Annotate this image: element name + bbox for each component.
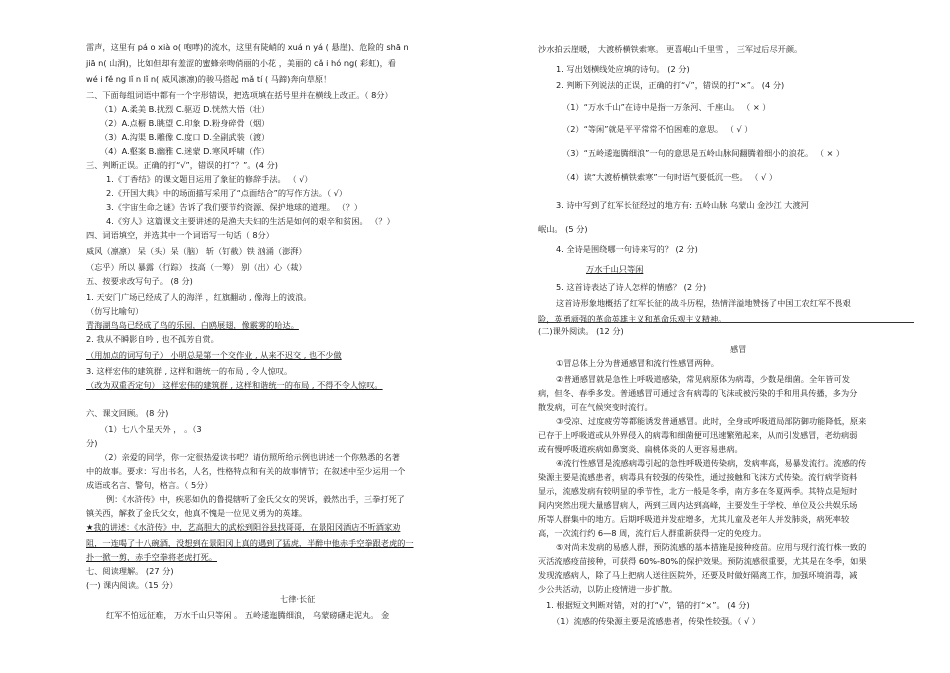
left-line: 五、按要求改写句子。 (8 分) (86, 276, 193, 286)
left-line: 七、阅读理解。 (27 分) (86, 566, 174, 576)
left-line: 中的故事。要求：写出书名，人名，性格特点和有关的故事情节；在叙述中至少运用一个 (86, 466, 406, 476)
right-line: 间内突然出现大量感冒病人，两到三周内达到高峰，主要发生于学校、单位及公共娱乐场 (538, 500, 858, 510)
right-line: 1. 写出划横线处应填的诗句。 (2 分) (556, 64, 690, 74)
left-line: 雷声，这里有 pá o xià o( 咆哮)的流水，这里有陡峭的 xuá n yá ( 悬崖)、危险的 shā n (86, 42, 409, 52)
left-line: （3）A.沟渠 B.雕像 C.度口 D.全副武装（渡） (100, 132, 270, 142)
right-line: 沙水拍云崖暖， 大渡桥横铁索寒。 更喜岷山千里雪 ， 三军过后尽开颜。 (538, 44, 803, 54)
right-line: ④流行性感冒是流感病毒引起的急性呼吸道传染病，发病率高，易暴发流行。流感的传 (556, 458, 867, 468)
left-line: 七律·长征 (280, 594, 316, 604)
left-line: ★我的讲述：《水浒传》中，艺高胆大的武松到阳谷县找哥哥，在景阳冈酒店不听酒家劝 (86, 522, 401, 532)
right-line: 所等人群集中的地方。后期呼吸道并发症增多，尤其儿童及老年人并发肺炎，病死率较 (538, 514, 850, 524)
right-line: 1. 根据短文判断对错，对的打“√”，错的打“×”。 (4 分) (546, 600, 750, 610)
left-line: （仿写比喻句） (86, 306, 144, 316)
left-line: 红军不怕远征难， 万水千山只等闲 。 五岭逶迤腾细浪， 乌蒙磅礴走泥丸。 金 (106, 610, 390, 620)
right-line: （1）“万水千山”在诗中是指一万条河、千座山。 （ × ） (562, 102, 771, 112)
right-line: （3）“五岭逶迤腾细浪”一句的意思是五岭山脉间翻腾着细小的浪花。 （ × ） (562, 148, 845, 158)
left-line: （忘乎）所以 暴露（行踪） 技高（一筹） 别（出）心（裁） (86, 262, 307, 272)
left-line: 三、判断正误。正确的打“√”，错误的打“？”。(4 分) (86, 160, 278, 170)
left-line: 1.《丁香结》的课文题目运用了象征的修辞手法。 （ √） (106, 174, 313, 184)
left-line: （改为双重否定句） 这样宏伟的建筑群 , 这样和谐统一的布局 , 不得不令人惊叹。 (86, 380, 383, 390)
left-line: 扑一掀一剪，赤手空拳将老虎打死。 (86, 552, 218, 562)
left-line: （用加点的词写句子） 小明总是第一个交作业 , 从来不迟交 , 也不少做 (86, 350, 342, 360)
right-line: 或有慢呼吸道疾病如鼻窦炎、扁桃体炎的人更容易患病。 (538, 444, 743, 454)
left-line: 例：《水浒传》中，疾恶如仇的鲁提辖听了金氏父女的哭诉，毅然出手，三拳打死了 (106, 494, 405, 504)
left-line: (一) 课内阅读。（15 分） (86, 580, 178, 590)
right-line: 5. 这首诗表达了诗人怎样的情感？ (2 分) (556, 282, 707, 292)
right-line: 染源主要是流感患者，病毒具有较强的传染性，通过接触和飞沫方式传染。流行病学资料 (538, 472, 858, 482)
right-line: 险，英勇顽强的革命英雄主义和革命乐观主义精神。 (538, 314, 727, 324)
right-line: 灭活流感疫苗接种，可获得 60%-80%的保护效果。预防流感很重要，尤其是在冬季，如果 (538, 556, 867, 566)
right-line: ⑤对尚未发病的易感人群，预防流感的基本措施是接种疫苗。应用与现行流行株一致的 (556, 542, 867, 552)
right-line: 少公共活动，以防止疫情进一步扩散。 (538, 584, 678, 594)
left-line: 3. 这样宏伟的建筑群 , 这样和谐统一的布局 , 令人惊叹。 (86, 366, 293, 376)
right-line: ②普通感冒就是急性上呼吸道感染，常见病原体为病毒，少数是细菌。全年皆可发 (556, 374, 850, 384)
right-line: ①冒总体上分为普通感冒和流行性感冒两种。 (556, 358, 719, 368)
right-line: 4. 全诗是围绕哪一句诗来写的？ (2 分) (556, 244, 698, 254)
left-line: 阻，一连喝了十八碗酒，没想到在景阳冈上真的遇到了猛虎，半醉中他赤手空拳跟老虎的一 (86, 538, 414, 548)
left-line: （1）七八个星天外 ， 。（3 (100, 424, 202, 434)
left-line: （1）A.柔美 B.扰烈 C.驱迈 D.恍然大悟（壮） (100, 104, 270, 114)
left-line: 镇关西，解救了金氏父女，他真不愧是一位见义勇为的英雄。 (86, 508, 308, 518)
left-line: 六、课文回顾。 (8 分) (86, 408, 169, 418)
right-line: 发现流感病人，除了马上把病人送往医院外，还要及时做好隔离工作，加强环境消毒，减 (538, 570, 858, 580)
right-line: 2. 判断下列说法的正误，正确的打“√”，错误的打“×”。 (4 分) (556, 80, 785, 90)
right-line: （2）“等闲”就是平平常常不怕困难的意思。 （ √ ） (562, 124, 753, 134)
right-line: 高，一次流行约 6—8 周，流行后人群重新获得一定的免疫力。 (538, 528, 767, 538)
left-line: 成语或名言、警句，格言。（ 5分） (86, 480, 213, 490)
section-divider (538, 322, 914, 323)
right-line: 万水千山只等闲 (586, 264, 644, 274)
right-line: （1）流感的传染源主要是流感患者，传染性较强。（ √ ） (552, 616, 761, 626)
left-line: 青海湖鸟岛已经成了鸟的乐园，白鸥展翅，像霰雾的哈达。 (86, 320, 299, 330)
right-line: 病，但冬、春季多发。普通感冒可通过含有病毒的飞沫或被污染的手和用具传播，多为分 (538, 388, 858, 398)
right-line: 已存于上呼吸道或从外界侵入的病毒和细菌便可迅速繁殖起来，从而引发感冒，老幼病弱 (538, 430, 858, 440)
left-line: （2）A.点橱 B.眺望 C.印象 D.粉身碎骨（烟） (100, 118, 270, 128)
left-line: 二、下面每组词语中都有一个字形错误，把选项填在括号里并在横线上改正。（ 8分） (86, 90, 393, 100)
right-line: 感冒 (730, 344, 747, 354)
left-line: 2. 我从不瞬影自吟 , 也不孤芳自赏。 (86, 334, 219, 344)
right-line: （4）读“大渡桥横铁索寒”一句时语气要低沉一些。 （ √ ） (562, 172, 778, 182)
right-line: 散发病，可在气候突变时流行。 (538, 402, 653, 412)
left-line: wé i fě ng lǐ n lǐ n( 威风凛凛)的骏马搭起 mǎ tí ( 马蹄)奔向草原！ (86, 74, 332, 84)
right-line: 这首诗形象地概括了红军长征的战斗历程，热情洋溢地赞扬了中国工农红军不畏艰 (556, 298, 851, 308)
left-line: jiā n( 山涧)，比如但却有羞涩的蜜蜂亲吻俏丽的小花 ，美丽的 cǎ i hó ng( 彩虹)，看 (86, 58, 396, 68)
left-line: （2）亲爱的同学，你一定很热爱读书吧？请仿照所给示例也讲述一个你熟悉的名著 (100, 452, 400, 462)
left-line: 3.《宇宙生命之谜》告诉了我们要节约资源、保护地球的道理。 （？） (106, 202, 363, 212)
right-line: ③受凉、过度疲劳等都能诱发普通感冒。此时，全身或呼吸道局部防御功能降低，原来 (556, 416, 867, 426)
right-line: 3. 诗中写到了红军长征经过的地方有: 五岭山脉 乌蒙山 金沙江 大渡河 (556, 200, 809, 210)
left-line: 4.《穷人》这篇课文主要讲述的是渔夫夫妇的生活是如何的艰辛和贫困。 （？） (106, 216, 395, 226)
left-line: 1. 天安门广场已经成了人的海洋 ，红旗翻动 , 像海上的波浪。 (86, 292, 312, 302)
left-line: 分) (86, 438, 98, 448)
left-line: 四、词语填空，并选其中一个词语写一句话（ 8分） (86, 230, 274, 240)
left-line: 威风（凛凛） 呆（头）呆（脑） 斩（钉截）铁 汹涌（澎湃） (86, 246, 307, 256)
right-line: (二)课外阅读。 (12 分) (538, 326, 624, 336)
right-line: 显示，流感发病有较明显的季节性，北方一般是冬季，南方多在冬夏两季。其特点是短时 (538, 486, 858, 496)
right-line: 岷山。 (5 分) (538, 224, 588, 234)
left-line: 2.《开国大典》中的场面描写采用了“点面结合”的写作方法。（ √） (106, 188, 348, 198)
left-line: （4）A.壑案 B.幽雅 C.迷蒙 D.寒风呼啸（作） (100, 146, 270, 156)
